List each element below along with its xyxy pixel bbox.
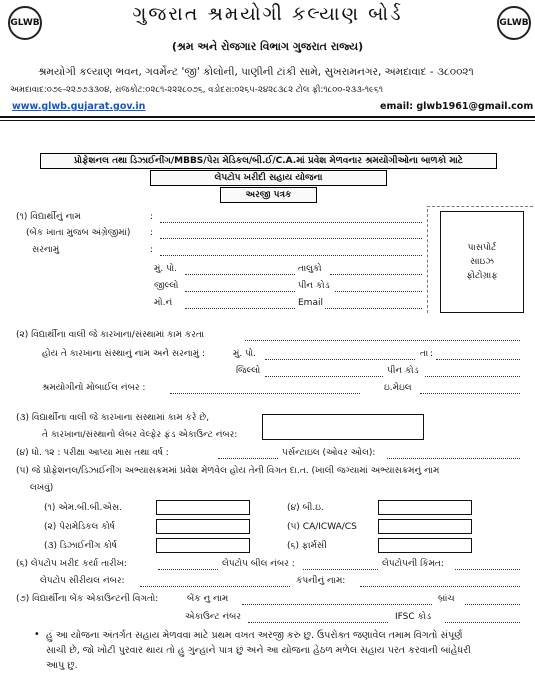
pincode-field[interactable] [335, 291, 422, 292]
q2b-label: હોય તે કારખાના સંસ્થાનું નામ અને સરનામું : [42, 349, 206, 359]
header-divider-thin [0, 120, 535, 121]
course-ca-input[interactable] [378, 519, 472, 534]
course-be-input[interactable] [378, 500, 472, 515]
serial-number-label: લેપટોપ સીરીયલ નંબર: [40, 576, 125, 586]
q2-label: (૨) વિદ્યાર્થીના વાલી જે કારખાના/સંસ્થામાં કામ કરતા [16, 330, 205, 340]
colon: : [150, 228, 154, 238]
student-name-note: (બેંક ખાતા મુજબ અંગ્રેજીમાં) [26, 228, 131, 238]
percentile-label: પર્સન્ટાઇલ (ઓવર ઓલ): [282, 448, 376, 458]
student-name-field[interactable] [160, 222, 422, 223]
account-number-field[interactable] [248, 622, 388, 623]
photo-area-left-border [427, 209, 428, 313]
scheme-title-line1: પ્રોફેશનલ તથા ડિઝાઈનીંગ/MBBS/પેરા મેડિકલ/બી.ઈ/C.A.માં પ્રવેશ મેળવનાર શ્રમયોગીઓના બાળકો માટે [40, 153, 497, 169]
ifsc-label: IFSC કોડ [395, 612, 432, 622]
q5-label: (૫) જે પ્રોફેશનલ/ડિઝાઈનીંગ અભ્યાસક્રમમાં પ્રવેશ મેળવેલ હોય તેની વિગત દા.ત. (ખાલી જગ્યામાં અભ્યાસક્રમનું નામ [16, 466, 440, 476]
labour-welfare-account-input[interactable] [262, 414, 424, 440]
course-be-label: (૪) બી.ઇ. [287, 503, 324, 513]
course-mbbs-input[interactable] [156, 500, 250, 515]
company-name-field[interactable] [360, 586, 520, 587]
board-address: શ્રમયોગી કલ્યાણ ભવન, ગવર્મેન્ટ 'જી' કોલોની, પાણીની ટાંકી સામે, સુખરામનગર, અમદાવાદ - ૩૮૦૦૨૧ [38, 66, 474, 78]
laptop-price-field[interactable] [455, 569, 520, 570]
factory-ta-label: તા [420, 349, 429, 359]
photo-label-line2: સાઇઝ [470, 257, 494, 267]
course-pharmacy-label: (૬) ફાર્મસી [287, 541, 327, 551]
course-pharmacy-input[interactable] [378, 538, 472, 553]
q7-label: (૭) વિદ્યાર્થીના બેંક એકાઉન્ટની વિગતો: [16, 594, 159, 604]
factory-mu-po-field[interactable] [265, 359, 415, 360]
purchase-date-field[interactable] [158, 569, 218, 570]
bullet-icon: • [34, 629, 40, 640]
course-paramedical-input[interactable] [156, 519, 250, 534]
course-mbbs-label: (૧) એમ.બી.બી.એસ. [44, 503, 122, 513]
factory-mu-po-label: મું. પો. [233, 349, 257, 359]
mobile-label: મો.નં [154, 298, 173, 308]
course-paramedical-label: (૨) પેરામેડિકલ કોર્ષ [44, 522, 115, 532]
email-field[interactable] [325, 308, 422, 309]
factory-jillo-label: જિલ્લો [236, 366, 261, 376]
branch-label: બ્રાંચ [438, 594, 455, 604]
mu-po-field[interactable] [185, 274, 295, 275]
board-phones: અમદાવાદ:૦૭૯-૨૨૭૭૩૩૦૪, રાજકોટ:૦૨૮૧-૨૨૨૮૦૭૬, વડોદરા:૦૨૬૫-૨૪૨૮૩૮૨ ટોલ ફ્રી:૧૮૦૦-૨૩૩-૧૯૬૧ [10, 85, 383, 95]
student-name-line2-field[interactable] [160, 238, 422, 239]
percentile-field[interactable] [387, 458, 520, 459]
passport-photo-box[interactable] [440, 211, 524, 313]
bill-number-label: લેપટોપ બીલ નંબર : [222, 559, 295, 569]
website-link[interactable]: www.glwb.gujarat.gov.in [12, 101, 146, 112]
q5b-label: લખવું) [30, 483, 54, 493]
exam-month-year-field[interactable] [218, 458, 278, 459]
form-title: અરજી પત્રક [220, 187, 317, 203]
photo-label-line1: પાસપોર્ટ [467, 243, 497, 253]
factory-name-field[interactable] [245, 340, 520, 341]
email-label: Email [298, 298, 323, 308]
jillo-label: જીલ્લો [154, 281, 179, 291]
photo-label-line3: ફોટોગ્રાફ [466, 271, 498, 281]
q3-label: (૩) વિદ્યાર્થીના વાલી જે કારખાના સંસ્થામાં કામ કરે છે, [16, 413, 210, 423]
course-ca-label: (૫) CA/ICWA/CS [287, 522, 357, 532]
q4-label: (૪) ધો. ૧૨ : પરીક્ષા આપ્યા માસ તથા વર્ષ : [16, 448, 169, 458]
bank-name-label: બેંક નુ નામ [187, 594, 229, 604]
worker-email-label: ઇ.મેઇલ [384, 383, 412, 393]
logo-text: GLWB [10, 18, 40, 28]
worker-mobile-field[interactable] [170, 393, 360, 394]
declaration-line3: આપુ છુ. [46, 660, 78, 671]
colon: : [150, 212, 154, 222]
laptop-price-label: લેપટોપની કિંમત: [382, 559, 444, 569]
branch-field[interactable] [465, 604, 520, 605]
mobile-field[interactable] [185, 308, 295, 309]
student-name-label: (૧) વિદ્યાર્થીનું નામ [16, 212, 81, 222]
worker-email-field[interactable] [420, 393, 520, 394]
ifsc-field[interactable] [445, 622, 520, 623]
address-label: સરનામું [32, 245, 60, 255]
q6-label: (૬) લેપટોપ ખરીદ કર્યા તારીખ: [16, 559, 127, 569]
factory-pin-label: પીન કોડ [387, 366, 419, 376]
taluko-field[interactable] [330, 274, 422, 275]
course-designing-label: (૩) ડિઝાઈનીંગ કોર્ષ [44, 541, 117, 551]
photo-area-top-border [427, 206, 533, 207]
scheme-title-line2: લેપટોપ ખરીદી સહાય યોજના [150, 170, 387, 186]
declaration-line2: સાચી છે, જો ખોટી પુરવાર થાય તો હુ ગુન્હાને પાત્ર છું અને આ યોજના હેઠળ મળેલ સહાય પરત કરવાની બાંહેધરી [46, 645, 471, 656]
jillo-field[interactable] [185, 291, 295, 292]
mu-po-label: મું. પો. [154, 264, 178, 274]
colon: : [430, 349, 434, 359]
bank-name-field[interactable] [242, 604, 432, 605]
header-divider [0, 116, 535, 118]
declaration-line1: હું આ યોજના અંતર્ગત સહાય મેળવવા માટે પ્રથમ વખત અરજી કરુ છુ. ઉપરોક્ત જણાવેલ તમામ વિગતો સંપૂર્ણ [46, 630, 463, 641]
colon: : [150, 245, 154, 255]
q3b-label: તે કારખાના/સંસ્થાનો લેબર વેલ્ફેર ફંડ એકાઉન્ટ નંબર: [42, 430, 238, 440]
serial-number-field[interactable] [140, 586, 290, 587]
bill-number-field[interactable] [303, 569, 378, 570]
board-email: email: glwb1961@gmail.com [380, 101, 534, 112]
taluko-label: તાલુકો [298, 264, 322, 274]
address-field[interactable] [160, 255, 422, 256]
company-name-label: કંપનીનું નામ: [296, 576, 346, 586]
factory-pin-field[interactable] [425, 376, 520, 377]
factory-jillo-field[interactable] [265, 376, 383, 377]
factory-ta-field[interactable] [436, 359, 520, 360]
course-designing-input[interactable] [156, 538, 250, 553]
page-title: ગુજરાત શ્રમયોગી કલ્યાણ બોર્ડ [132, 3, 403, 25]
pincode-label: પીન કોડ [298, 281, 330, 291]
worker-mobile-label: શ્રમયોગીનો મોબાઈલ નંબર : [42, 383, 146, 393]
page-subtitle: (શ્રમ અને રોજગાર વિભાગ ગુજરાત રાજ્ય) [171, 40, 364, 53]
logo-text: GLWB [499, 18, 529, 28]
account-number-label: એકાઉન્ટ નંબર [185, 612, 242, 622]
